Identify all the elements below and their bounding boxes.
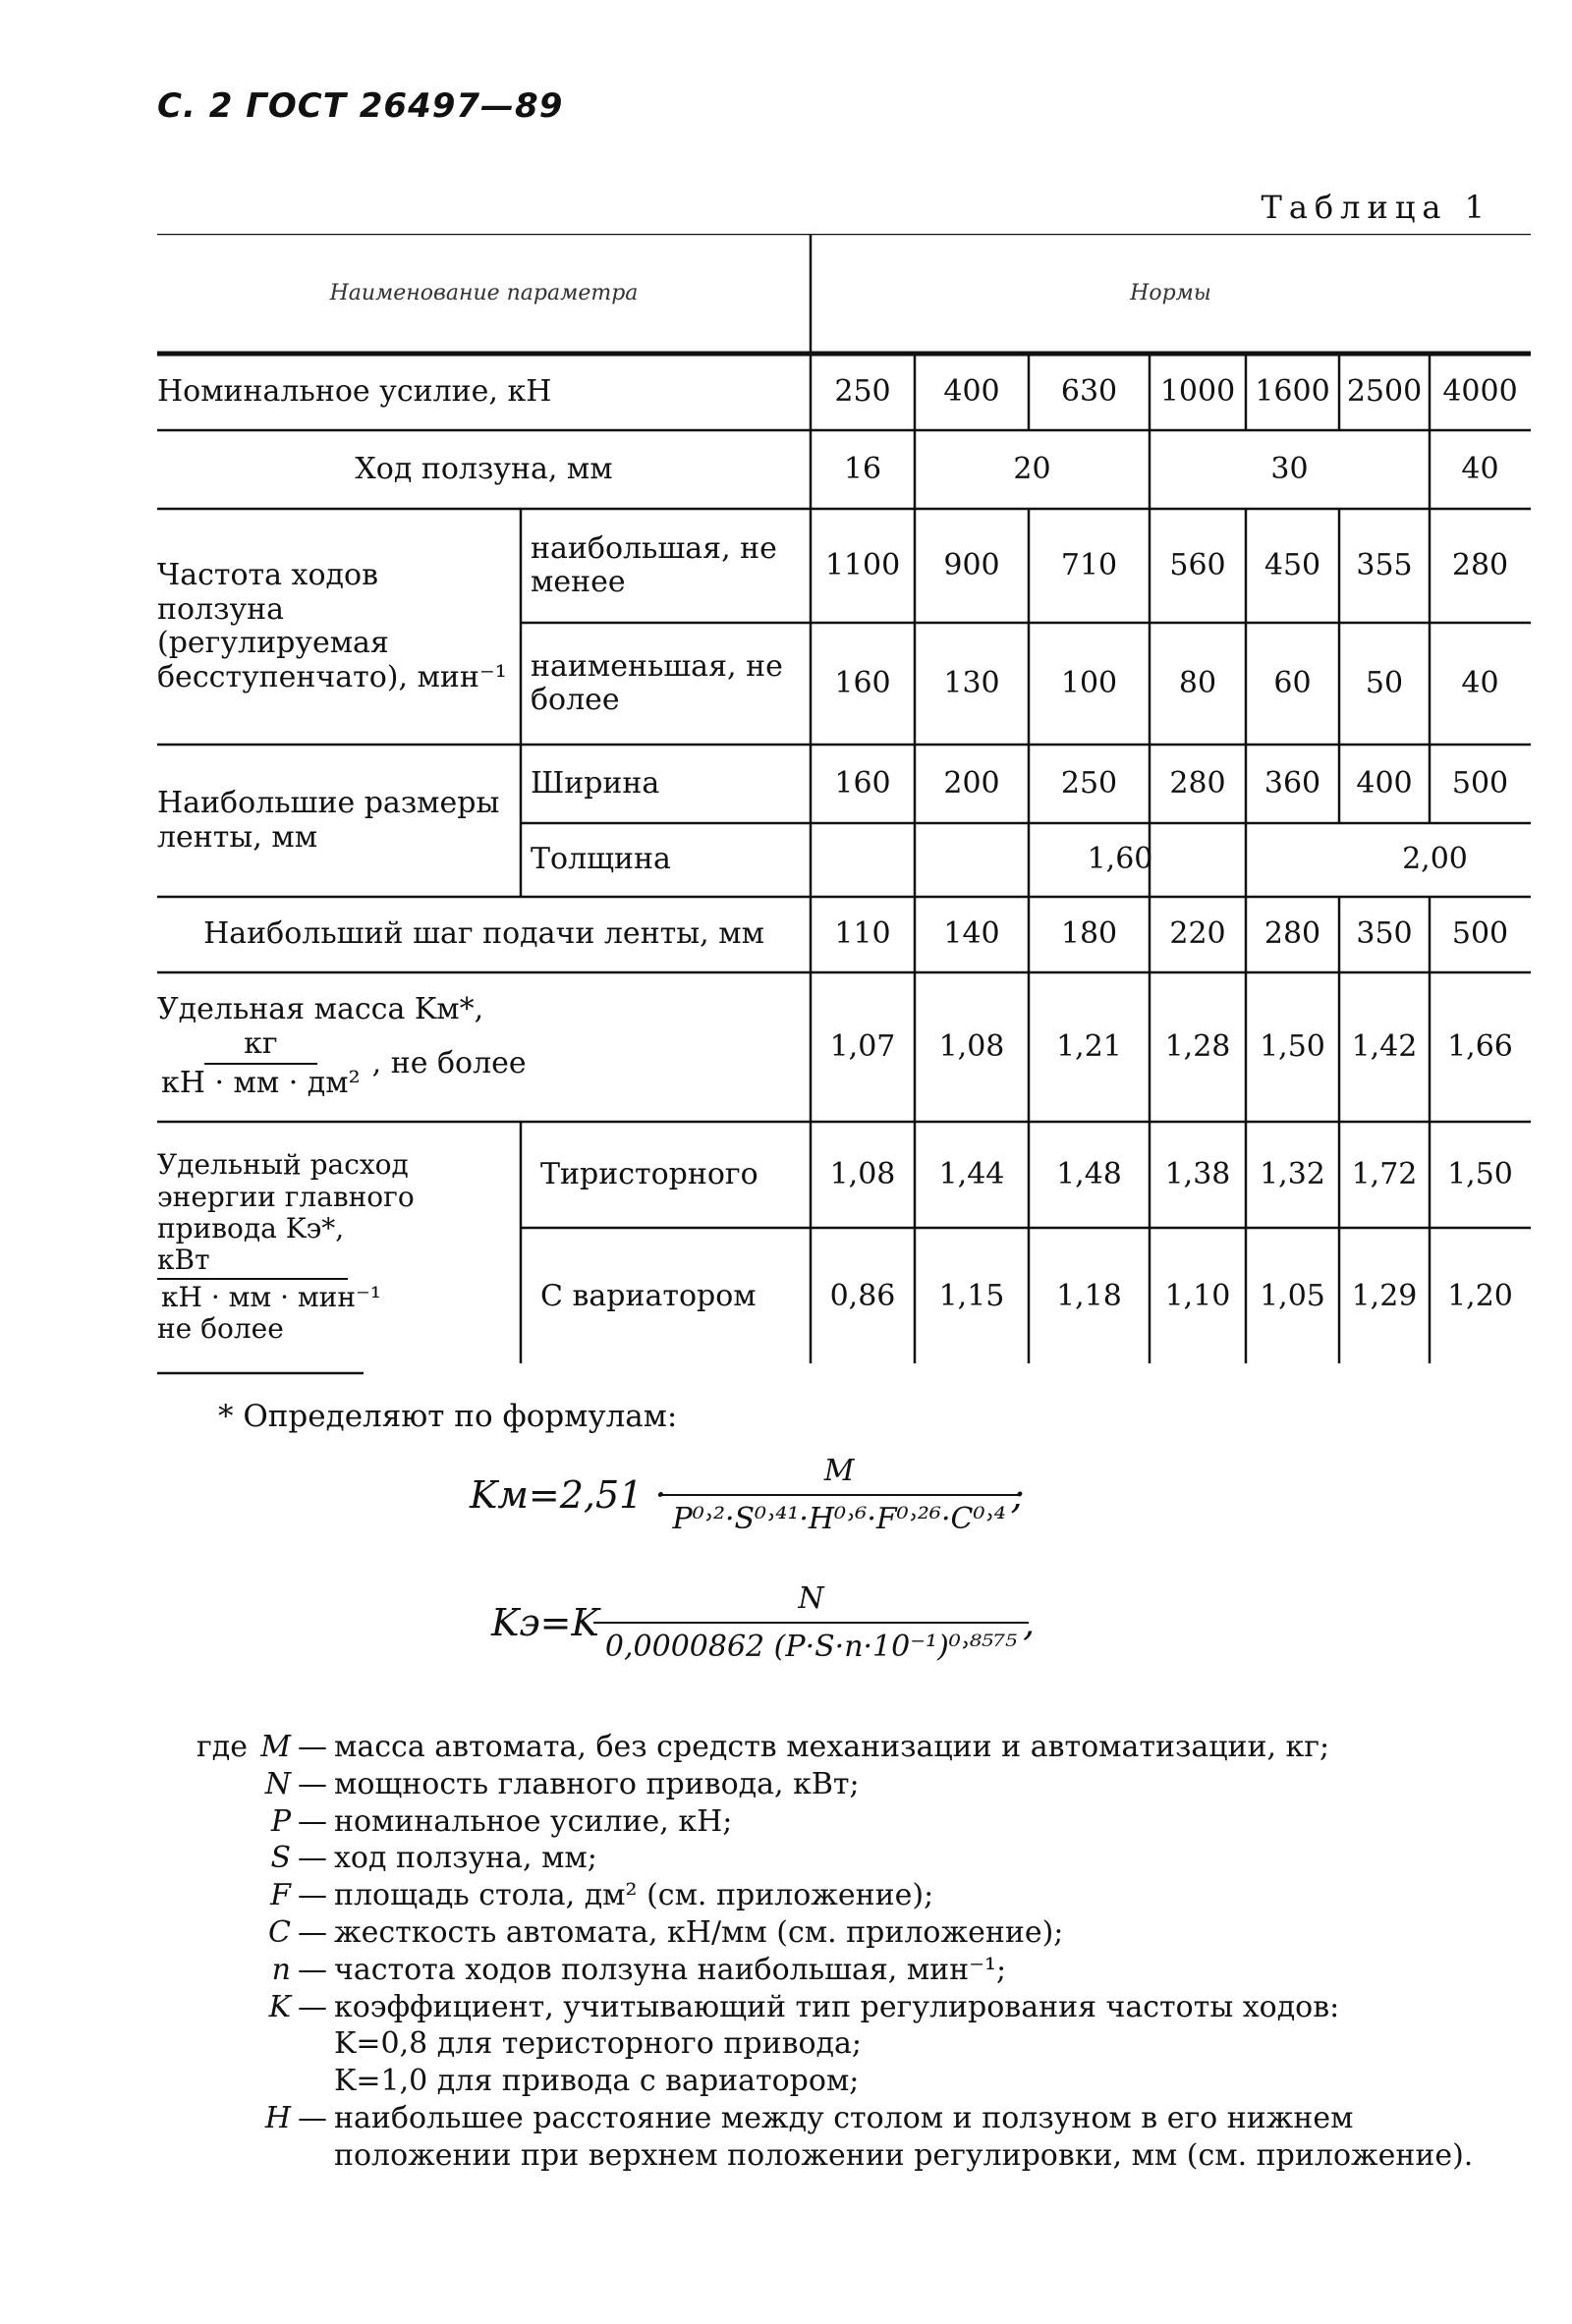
table-cell: 0,86 xyxy=(829,1278,896,1313)
row-label: Номинальное усилие, кН xyxy=(157,373,552,409)
def-symbol: n xyxy=(271,1952,291,1987)
table-cell: 20 xyxy=(1013,451,1051,486)
table-cell: 900 xyxy=(943,547,1000,582)
def-symbol: M xyxy=(260,1730,291,1764)
formula-end: , xyxy=(1023,1601,1036,1644)
frac-num: кг xyxy=(204,1027,316,1066)
table-cell: 200 xyxy=(943,765,1000,801)
table-cell: 1,07 xyxy=(829,1028,896,1064)
row-label: Ход ползуна, мм xyxy=(355,451,613,486)
table-cell: 1,48 xyxy=(1056,1156,1122,1191)
table-cell: 1,05 xyxy=(1260,1278,1325,1313)
formula-den: 0,0000862 (P·S·n·10⁻¹)⁰˒⁸⁵⁷⁵ xyxy=(604,1630,1018,1664)
def-text: жесткость автомата, кН/мм (см. приложение); xyxy=(334,1914,1064,1950)
table-cell: 250 xyxy=(1060,765,1118,801)
table-cell: 355 xyxy=(1356,547,1413,582)
table-cell: 1,42 xyxy=(1351,1028,1418,1064)
table-cell: 1,44 xyxy=(938,1156,1005,1191)
table-cell: 1,15 xyxy=(938,1278,1005,1313)
where-prefix: где xyxy=(196,1730,248,1764)
formula-km xyxy=(470,1454,1025,1536)
table-cell: 4000 xyxy=(1442,373,1518,409)
table-cell: 1,72 xyxy=(1351,1156,1418,1191)
table-cell: 1,08 xyxy=(938,1028,1005,1064)
table-cell: 140 xyxy=(943,916,1000,952)
freq-min-label: наименьшая, не более xyxy=(531,648,783,717)
table-cell: 160 xyxy=(834,665,891,700)
energy-unit-fraction xyxy=(157,1245,385,1313)
table-cell: 1,10 xyxy=(1164,1278,1231,1313)
subrow-label: С вариатором xyxy=(540,1278,757,1313)
table-cell: 1,21 xyxy=(1056,1028,1122,1064)
table-cell: 250 xyxy=(834,373,891,409)
table-cell: 40 xyxy=(1461,451,1499,486)
table-cell: 1,32 xyxy=(1260,1156,1325,1191)
formula-end: ; xyxy=(1011,1473,1025,1517)
table-cell: 1100 xyxy=(824,547,901,582)
def-symbol: C xyxy=(268,1914,291,1950)
def-dash: — xyxy=(298,1766,327,1801)
formula-fraction xyxy=(605,1581,1017,1664)
def-dash: — xyxy=(298,2100,327,2135)
table-cell: 500 xyxy=(1451,916,1509,952)
subrow-label: Ширина xyxy=(531,765,660,801)
def-text: мощность главного привода, кВт; xyxy=(334,1766,860,1801)
table-cell: 400 xyxy=(1356,765,1413,801)
table-cell: 1,18 xyxy=(1056,1278,1122,1313)
table-cell: 1,60 xyxy=(1087,842,1153,877)
subrow-label: Толщина xyxy=(531,842,671,877)
formula-lhs: Kм=2,51 · xyxy=(470,1473,667,1517)
def-symbol: F xyxy=(270,1878,291,1913)
def-symbol: S xyxy=(270,1841,291,1876)
frac-num: кВт xyxy=(157,1245,348,1280)
formula-num: M xyxy=(661,1454,1018,1496)
table-cell: 2500 xyxy=(1346,373,1423,409)
formula-ke xyxy=(491,1581,1035,1664)
def-text: коэффициент, учитывающий тип регулирования частоты ходов: xyxy=(334,1989,1340,2024)
table-cell: 350 xyxy=(1356,916,1413,952)
table-cell: 50 xyxy=(1365,665,1404,700)
table-cell: 60 xyxy=(1273,665,1312,700)
table-cell: 110 xyxy=(834,916,891,952)
subrow-label: Тиристорного xyxy=(540,1156,758,1191)
table-cell: 130 xyxy=(943,665,1000,700)
table-cell: 630 xyxy=(1060,373,1118,409)
table-cell: 1,66 xyxy=(1447,1028,1513,1064)
formula-den: P⁰˒²·S⁰˒⁴¹·H⁰˒⁶·F⁰˒²⁶·C⁰˒⁴ xyxy=(672,1502,1006,1536)
table-cell: 280 xyxy=(1169,765,1226,801)
k-sub-item: K=1,0 для привода с вариатором; xyxy=(334,2064,860,2099)
norms-table xyxy=(157,234,1531,1377)
k-sub-item: K=0,8 для теристорного привода; xyxy=(334,2026,862,2062)
table-cell: 1,28 xyxy=(1164,1028,1231,1064)
def-dash: — xyxy=(298,1841,327,1876)
def-text: номинальное усилие, кН; xyxy=(334,1803,733,1839)
def-symbol: P xyxy=(270,1803,291,1839)
table-cell: 1,29 xyxy=(1351,1278,1418,1313)
table-cell: 280 xyxy=(1451,547,1509,582)
table-caption: Таблица 1 xyxy=(1261,189,1491,226)
table-cell: 710 xyxy=(1060,547,1118,582)
frac-den: кН · мм · дм² xyxy=(161,1066,361,1101)
def-dash: — xyxy=(298,1803,327,1839)
table-cell: 2,00 xyxy=(1402,842,1468,877)
table-cell: 1,08 xyxy=(829,1156,896,1191)
freq-max-label: наибольшая, не менее xyxy=(531,530,777,599)
def-dash: — xyxy=(298,1878,327,1913)
table-cell: 1,50 xyxy=(1447,1156,1513,1191)
table-cell: 180 xyxy=(1060,916,1118,952)
formula-fraction xyxy=(673,1454,1006,1536)
def-dash: — xyxy=(298,1989,327,2024)
def-dash: — xyxy=(298,1952,327,1987)
definitions-list xyxy=(196,1729,1533,2175)
energy-label-pre: Удельный расход энергии главного привода Kэ*, xyxy=(157,1148,415,1245)
def-text: наибольшее расстояние между столом и ползуном в его нижнем положении при верхнем положении регулировки, мм (см. приложение). xyxy=(334,2100,1474,2173)
row-label xyxy=(157,972,811,1122)
table-cell: 360 xyxy=(1263,765,1321,801)
freq-label: Частота ходов ползуна (регулируемая бесступенчато), мин⁻¹ xyxy=(157,558,507,694)
def-symbol: H xyxy=(264,2100,291,2135)
table-cell: 100 xyxy=(1060,665,1118,700)
mass-label-pre: Удельная масса Kм*, xyxy=(157,992,484,1027)
def-text: масса автомата, без средств механизации и автоматизации, кг; xyxy=(334,1730,1330,1764)
table-cell: 40 xyxy=(1461,665,1499,700)
table-cell: 16 xyxy=(843,451,882,486)
subrow-label xyxy=(531,623,811,745)
def-text: площадь стола, дм² (см. приложение); xyxy=(334,1878,934,1913)
table-cell: 560 xyxy=(1169,547,1226,582)
energy-label-post: не более xyxy=(157,1312,284,1346)
subrow-label xyxy=(531,509,811,623)
mass-label-post: , не более xyxy=(371,1046,527,1080)
def-dash: — xyxy=(298,1914,327,1950)
formula-num: N xyxy=(593,1581,1029,1624)
col-param-header: Наименование параметра xyxy=(329,281,639,306)
frac-den: кН · мм · мин⁻¹ xyxy=(161,1281,381,1314)
table-cell: 450 xyxy=(1263,547,1321,582)
table-cell: 1,50 xyxy=(1260,1028,1325,1064)
row-label: Наибольший шаг подачи ленты, мм xyxy=(203,916,764,952)
row-label xyxy=(157,509,511,745)
def-text: ход ползуна, мм; xyxy=(334,1841,597,1876)
table-cell: 1600 xyxy=(1255,373,1330,409)
def-text: частота ходов ползуна наибольшая, мин⁻¹; xyxy=(334,1952,1007,1987)
page-header: С. 2 ГОСТ 26497—89 xyxy=(157,86,564,126)
table-cell: 280 xyxy=(1263,916,1321,952)
def-dash: — xyxy=(298,1730,327,1764)
row-label xyxy=(157,1122,511,1373)
table-cell: 80 xyxy=(1178,665,1217,700)
row-label xyxy=(157,745,511,897)
def-symbol: N xyxy=(264,1766,291,1801)
col-norms-header: Нормы xyxy=(1130,281,1211,306)
def-symbol: K xyxy=(268,1989,291,2024)
formula-lhs: Kэ=K xyxy=(491,1601,599,1644)
table-cell: 500 xyxy=(1451,765,1509,801)
table-cell: 30 xyxy=(1270,451,1309,486)
table-cell: 1,20 xyxy=(1447,1278,1513,1313)
footnote: * Определяют по формулам: xyxy=(218,1399,678,1434)
table-cell: 1,38 xyxy=(1164,1156,1231,1191)
table-cell: 1000 xyxy=(1159,373,1236,409)
tape-label: Наибольшие размеры ленты, мм xyxy=(157,786,500,855)
table-cell: 160 xyxy=(834,765,891,801)
table-cell: 400 xyxy=(943,373,1000,409)
table-cell: 220 xyxy=(1169,916,1226,952)
mass-unit-fraction xyxy=(157,1027,365,1101)
